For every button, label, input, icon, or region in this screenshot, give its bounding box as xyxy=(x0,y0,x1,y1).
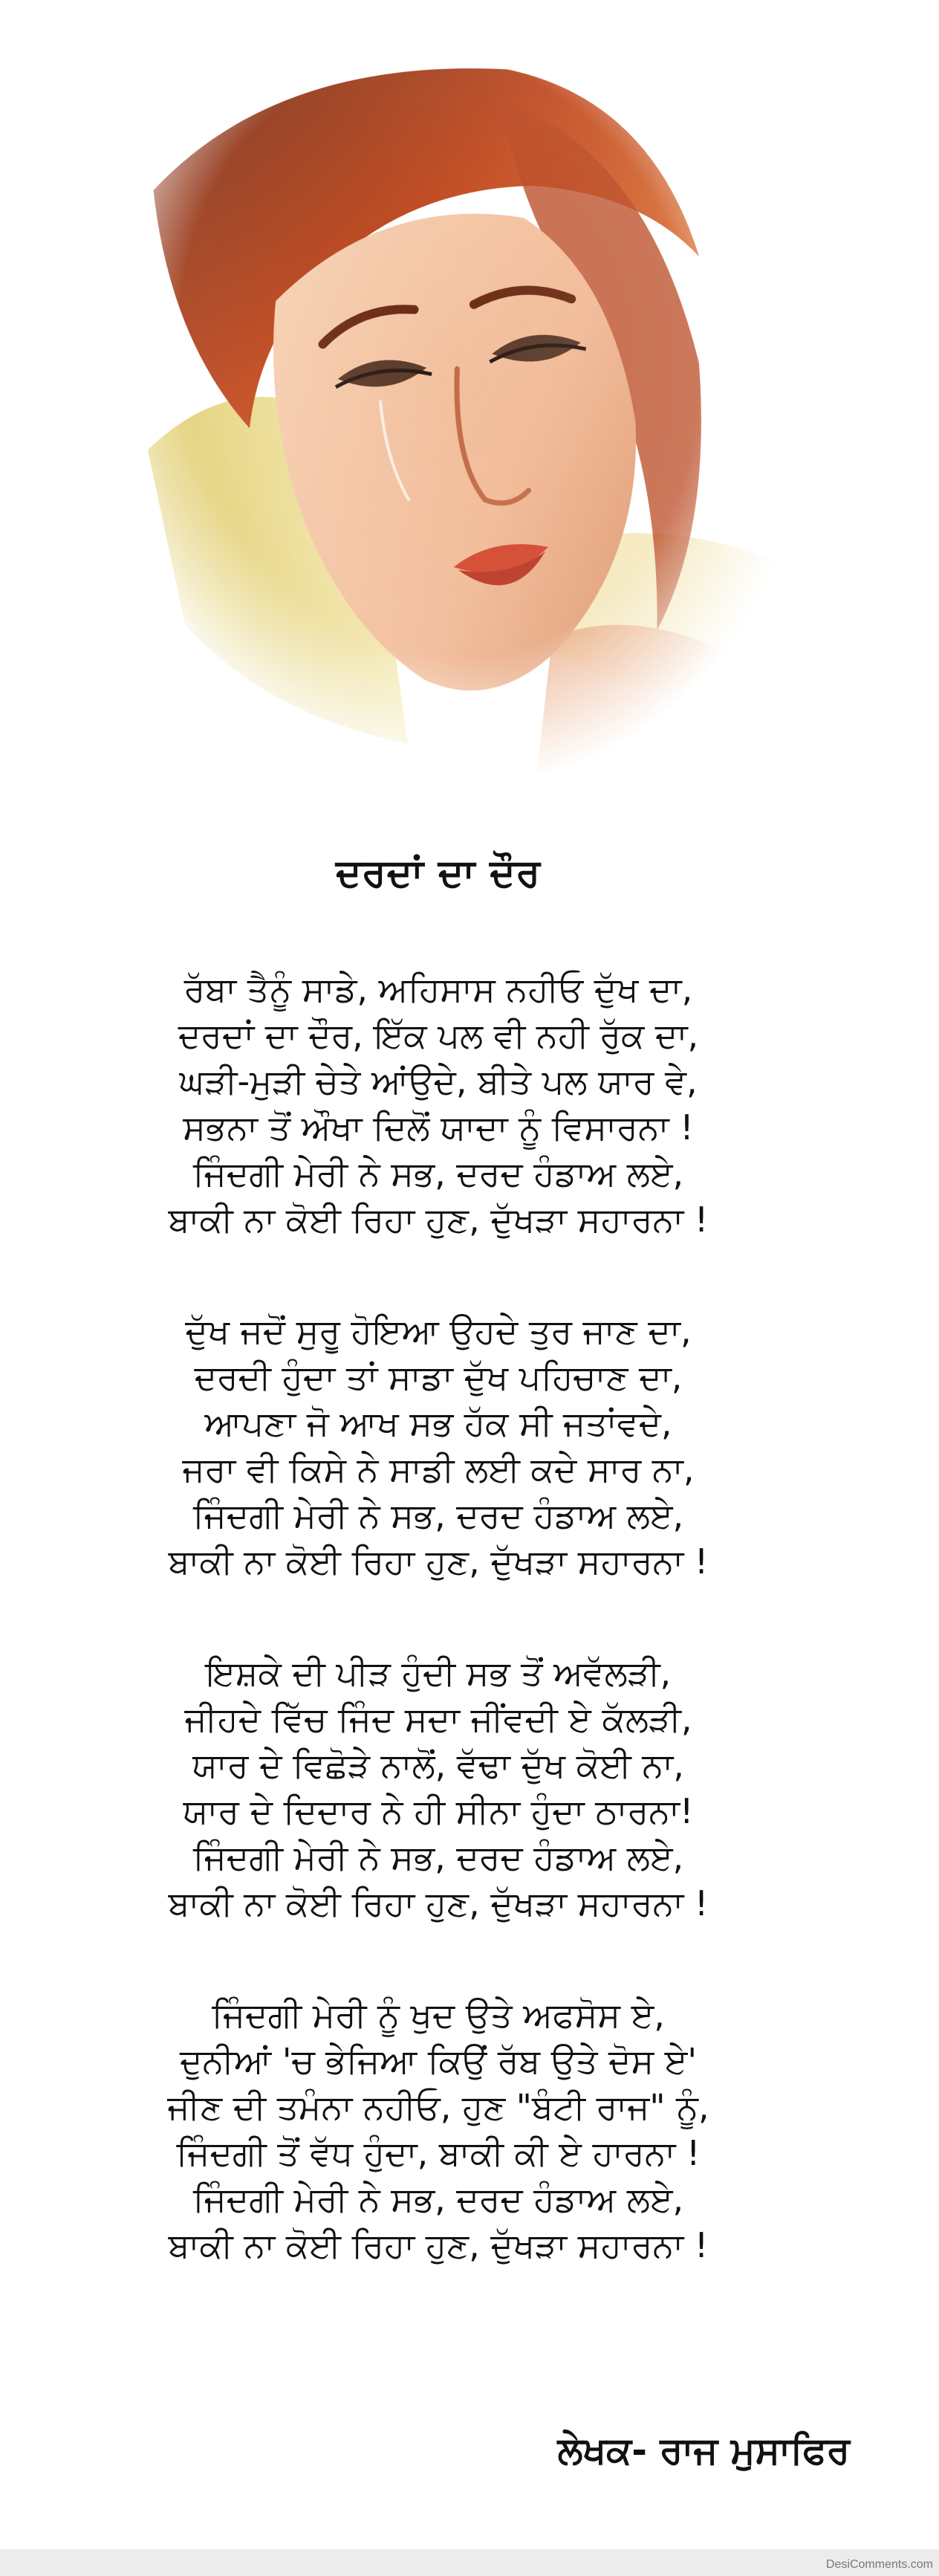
poem-line: ਦਰਦੀ ਹੁੰਦਾ ਤਾਂ ਸਾਡਾ ਦੁੱਖ ਪਹਿਚਾਣ ਦਾ, xyxy=(194,1357,683,1397)
poem-line: ਸਭਨਾ ਤੋਂ ਔਖਾ ਦਿਲੋਂ ਯਾਦਾ ਨੂੰ ਵਿਸਾਰਨਾ ! xyxy=(183,1107,694,1148)
poem-line: ਜਿੰਦਗੀ ਮੇਰੀ ਨੇ ਸਭ, ਦਰਦ ਹੰਡਾਅ ਲਏ, xyxy=(192,1153,684,1194)
poem-line: ਜੀਹਦੇ ਵਿੱਚ ਜਿੰਦ ਸਦਾ ਜੀਂਵਦੀ ਏ ਕੱਲੜੀ, xyxy=(184,1699,692,1739)
stanza-2 xyxy=(0,1308,877,1585)
stanza-4 xyxy=(0,1992,877,2268)
poem-line: ਯਾਰ ਦੇ ਵਿਛੋੜੇ ਨਾਲੋਂ, ਵੱਢਾ ਦੁੱਖ ਕੋਈ ਨਾ, xyxy=(192,1745,684,1785)
poem-line: ਦੁਨੀਆਂ 'ਚ ਭੇਜਿਆ ਕਿਉਂ ਰੱਬ ਉਤੇ ਦੋਸ ਏ' xyxy=(179,2041,698,2081)
poem-line: ਰੱਬਾ ਤੈਨੂੰ ਸਾਡੇ, ਅਹਿਸਾਸ ਨਹੀਓ ਦੁੱਖ ਦਾ, xyxy=(183,969,693,1009)
poem-line: ਘੜੀ-ਮੁੜੀ ਚੇਤੇ ਆਂਉਦੇ, ਬੀਤੇ ਪਲ ਯਾਰ ਵੇ, xyxy=(179,1061,698,1101)
author-credit: ਲੇਖਕ- ਰਾਜ ਮੁਸਾਫਿਰ xyxy=(557,2429,850,2472)
poem-line: ਜਿੰਦਗੀ ਮੇਰੀ ਨੇ ਸਭ, ਦਰਦ ਹੰਡਾਅ ਲਏ, xyxy=(192,1495,684,1535)
watermark: DesiComments.com xyxy=(825,2558,933,2571)
poem-body xyxy=(0,966,877,2334)
poem-line: ਬਾਕੀ ਨਾ ਕੋਈ ਰਿਹਾ ਹੁਣ, ਦੁੱਖੜਾ ਸਹਾਰਨਾ ! xyxy=(168,1541,709,1582)
stanza-3 xyxy=(0,1650,877,1926)
poem-line: ਬਾਕੀ ਨਾ ਕੋਈ ਰਿਹਾ ਹੁਣ, ਦੁੱਖੜਾ ਸਹਾਰਨਾ ! xyxy=(168,1200,709,1240)
poem-line: ਜਰਾ ਵੀ ਕਿਸੇ ਨੇ ਸਾਡੀ ਲਈ ਕਦੇ ਸਾਰ ਨਾ, xyxy=(182,1449,695,1489)
poem-title: ਦਰਦਾਂ ਦਾ ਦੌਰ xyxy=(336,851,541,896)
poem-line: ਆਪਣਾ ਜੋ ਆਖ ਸਭ ਹੱਕ ਸੀ ਜਤਾਂਵਦੇ, xyxy=(204,1403,672,1443)
poem-line: ਬਾਕੀ ਨਾ ਕੋਈ ਰਿਹਾ ਹੁਣ, ਦੁੱਖੜਾ ਸਹਾਰਨਾ ! xyxy=(168,1883,709,1923)
poem-line: ਦਰਦਾਂ ਦਾ ਦੌਰ, ਇੱਕ ਪਲ ਵੀ ਨਹੀ ਰੁੱਕ ਦਾ, xyxy=(178,1015,699,1055)
poem-line: ਦੁੱਖ ਜਦੋਂ ਸੁਰੂ ਹੋਇਆ ਉਹਦੇ ਤੁਰ ਜਾਣ ਦਾ, xyxy=(185,1311,692,1351)
stanza-1 xyxy=(0,966,877,1243)
poem-line: ਬਾਕੀ ਨਾ ਕੋਈ ਰਿਹਾ ਹੁਣ, ਦੁੱਖੜਾ ਸਹਾਰਨਾ ! xyxy=(168,2225,709,2265)
poem-line: ਜੀਣ ਦੀ ਤਮੰਨਾ ਨਹੀਓ, ਹੁਣ "ਬੰਟੀ ਰਾਜ" ਨੂੰ, xyxy=(167,2087,709,2127)
painting-woman-face xyxy=(111,0,780,788)
poem-line: ਇਸ਼ਕੇ ਦੀ ਪੀੜ ਹੁੰਦੀ ਸਭ ਤੋਂ ਅਵੱਲੜੀ, xyxy=(205,1653,672,1693)
footer-bar xyxy=(0,2549,939,2576)
poem-line: ਜਿੰਦਗੀ ਮੇਰੀ ਨੇ ਸਭ, ਦਰਦ ਹੰਡਾਅ ਲਏ, xyxy=(192,1837,684,1877)
poem-line: ਜਿੰਦਗੀ ਮੇਰੀ ਨੇ ਸਭ, ਦਰਦ ਹੰਡਾਅ ਲਏ, xyxy=(192,2179,684,2219)
poem-line: ਜਿੰਦਗੀ ਮੇਰੀ ਨੂੰ ਖੁਦ ਉਤੇ ਅਫਸੋਸ ਏ, xyxy=(212,1995,665,2035)
poem-line: ਯਾਰ ਦੇ ਦਿਦਾਰ ਨੇ ਹੀ ਸੀਨਾ ਹੁੰਦਾ ਠਾਰਨਾ! xyxy=(183,1791,694,1831)
poem-line: ਜਿੰਦਗੀ ਤੋਂ ਵੱਧ ਹੁੰਦਾ, ਬਾਕੀ ਕੀ ਏ ਹਾਰਨਾ ! xyxy=(176,2133,701,2173)
